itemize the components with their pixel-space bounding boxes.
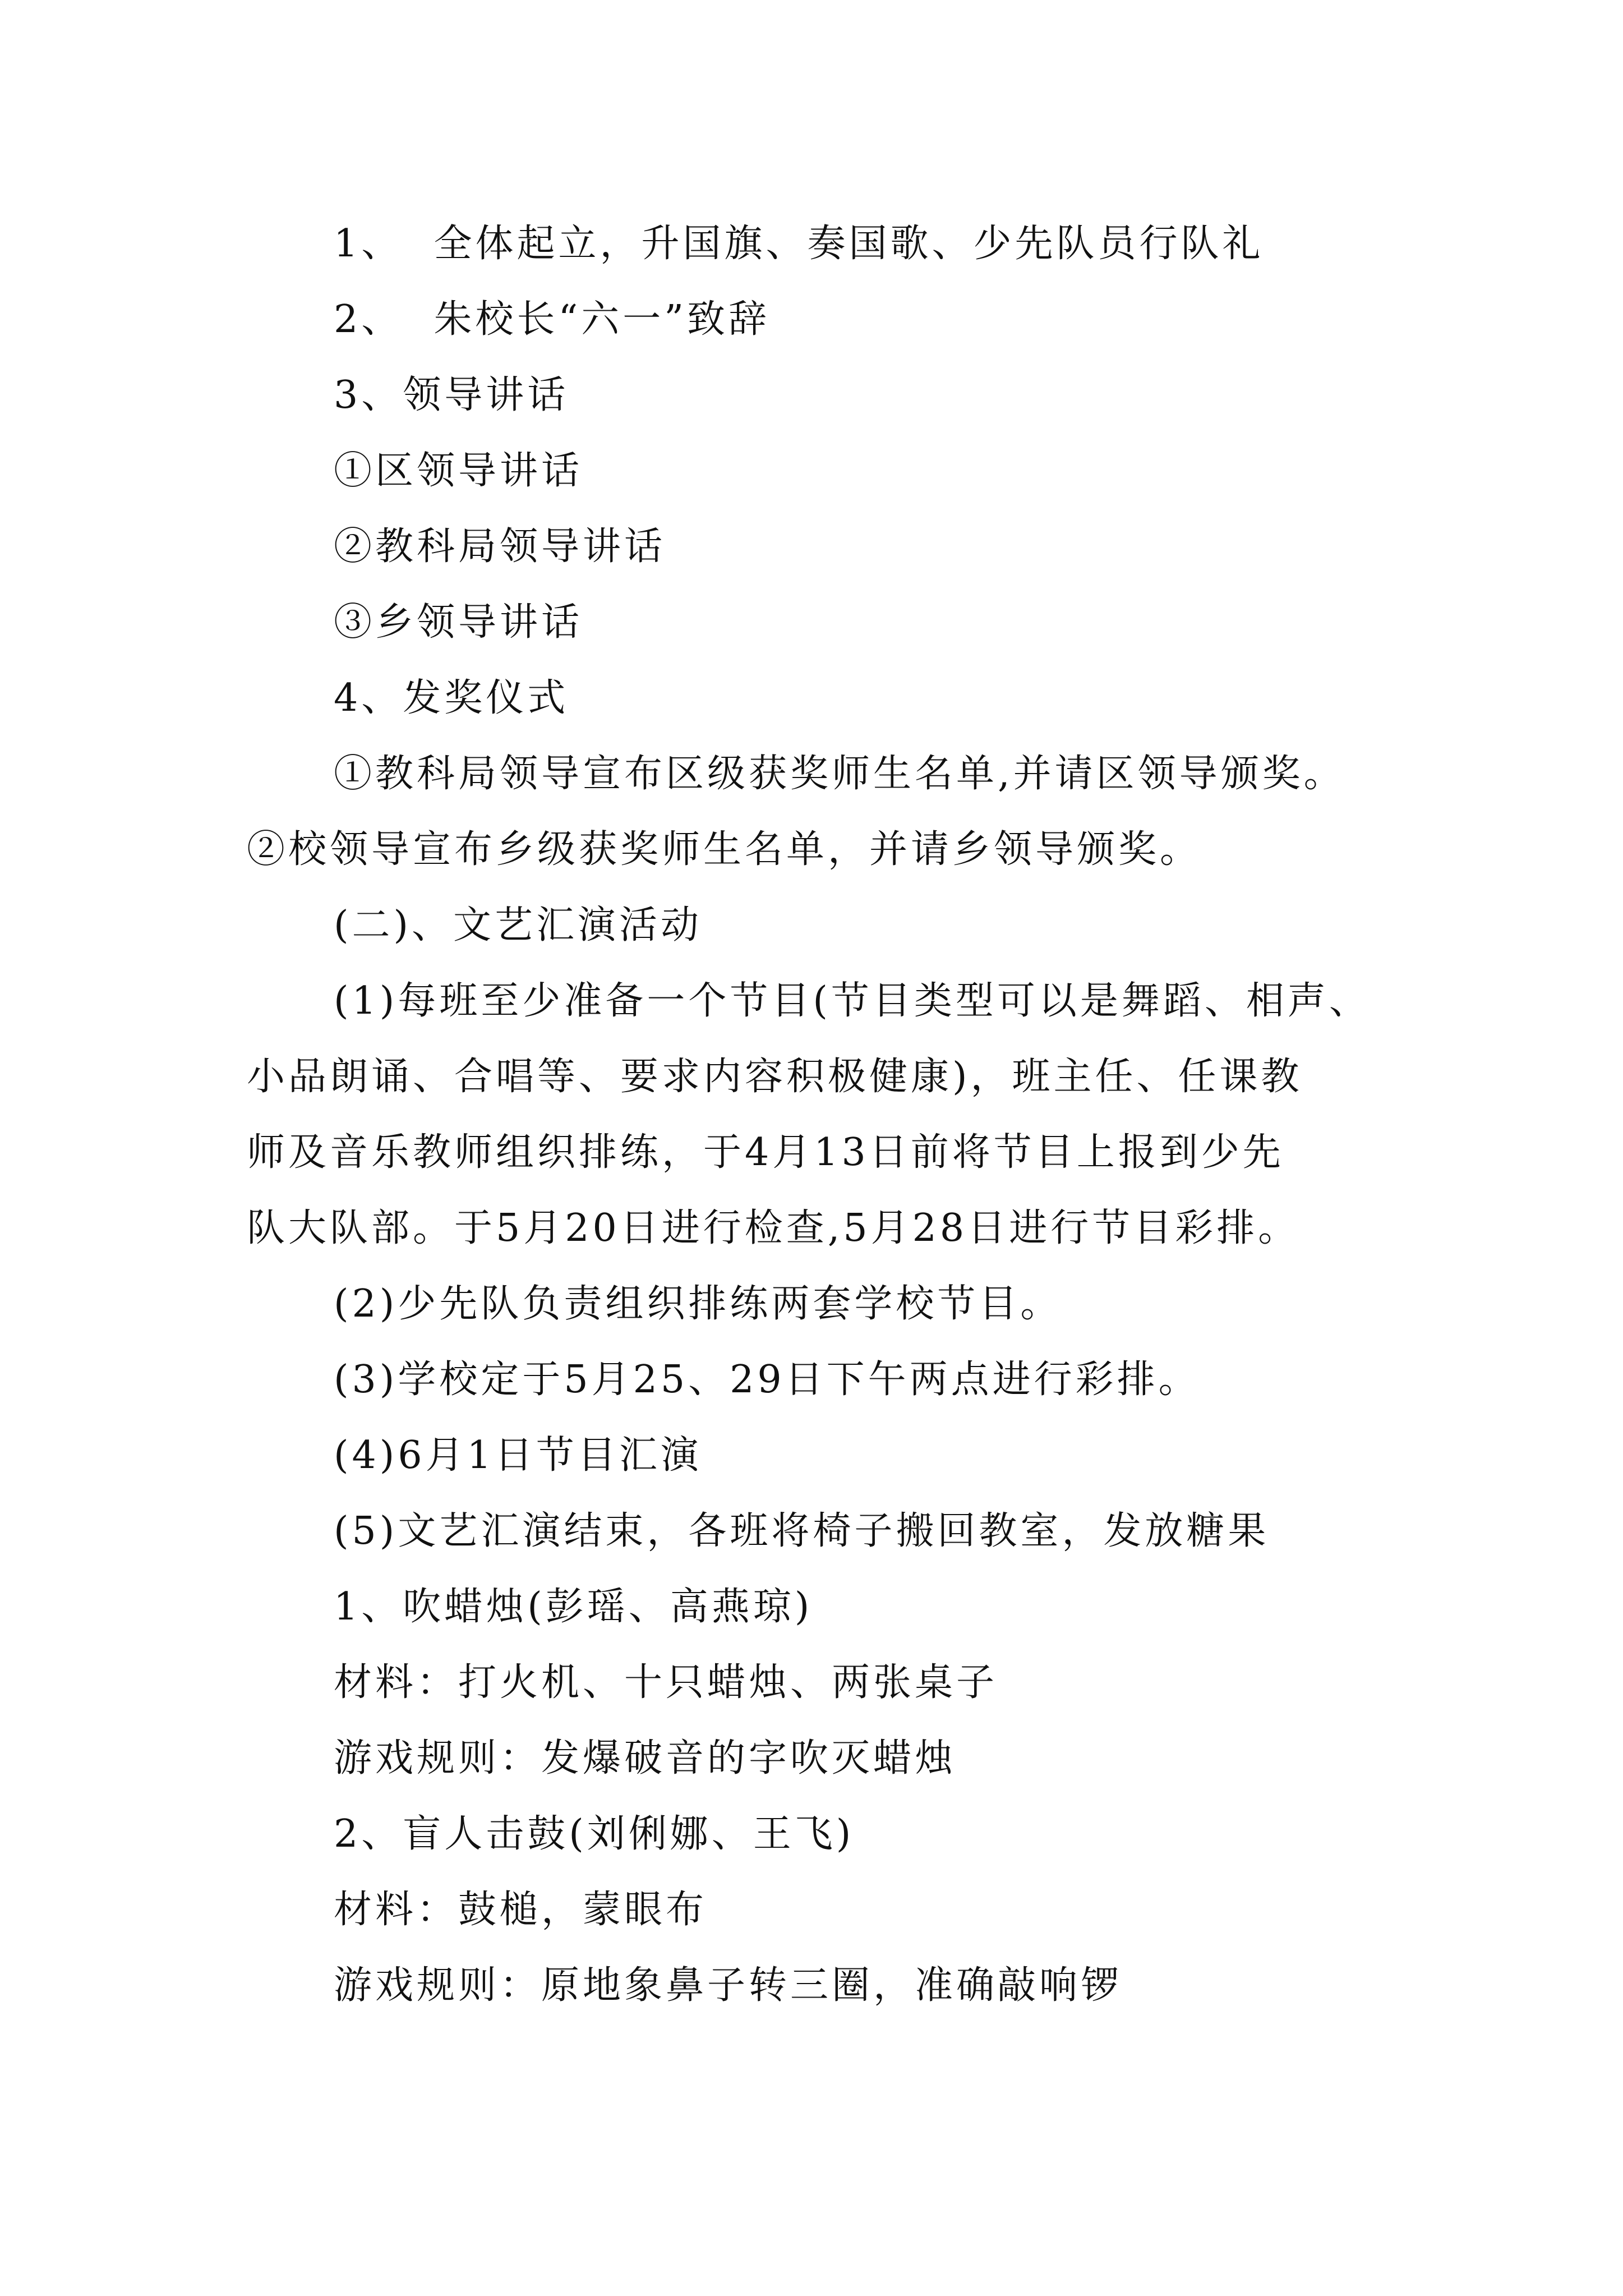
text-line: 材料：打火机、十只蜡烛、两张桌子 bbox=[334, 1660, 998, 1705]
text-line: ③乡领导讲话 bbox=[334, 600, 583, 645]
text-line: 师及音乐教师组织排练，于4月13日前将节目上报到少先 bbox=[247, 1130, 1284, 1175]
text-line: 1、 全体起立，升国旗、奏国歌、少先队员行队礼 bbox=[334, 222, 1264, 266]
text-line: 游戏规则：发爆破音的字吹灭蜡烛 bbox=[334, 1736, 957, 1780]
text-line: ②教科局领导讲话 bbox=[334, 524, 666, 569]
text-line: 队大队部。于5月20日进行检查,5月28日进行节目彩排。 bbox=[247, 1206, 1300, 1250]
text-line: ②校领导宣布乡级获奖师生名单，并请乡领导颁奖。 bbox=[247, 827, 1202, 872]
text-line: 3、领导讲话 bbox=[334, 373, 569, 417]
section-heading: (二)、文艺汇演活动 bbox=[334, 903, 703, 947]
text-line: 小品朗诵、合唱等、要求内容积极健康)，班主任、任课教 bbox=[247, 1055, 1303, 1099]
text-line: (5)文艺汇演结束，各班将椅子搬回教室，发放糖果 bbox=[334, 1509, 1270, 1553]
text-line: 2、盲人击鼓(刘俐娜、王飞) bbox=[334, 1812, 855, 1856]
text-line: 材料：鼓槌，蒙眼布 bbox=[334, 1888, 708, 1932]
text-line: 2、 朱校长“六一”致辞 bbox=[334, 297, 771, 342]
text-line: (4)6月1日节目汇演 bbox=[334, 1433, 702, 1478]
text-line: 游戏规则：原地象鼻子转三圈，准确敲响锣 bbox=[334, 1963, 1123, 2008]
text-line: ①区领导讲话 bbox=[334, 449, 583, 493]
text-line: 1、吹蜡烛(彭瑶、高燕琼) bbox=[334, 1585, 813, 1629]
text-line: (1)每班至少准备一个节目(节目类型可以是舞蹈、相声、 bbox=[334, 979, 1371, 1023]
text-line: (3)学校定于5月25、29日下午两点进行彩排。 bbox=[334, 1358, 1200, 1402]
text-line: ①教科局领导宣布区级获奖师生名单,并请区领导颁奖。 bbox=[334, 752, 1345, 796]
text-line: (2)少先队负责组织排练两套学校节目。 bbox=[334, 1282, 1062, 1326]
text-line: 4、发奖仪式 bbox=[334, 676, 569, 720]
